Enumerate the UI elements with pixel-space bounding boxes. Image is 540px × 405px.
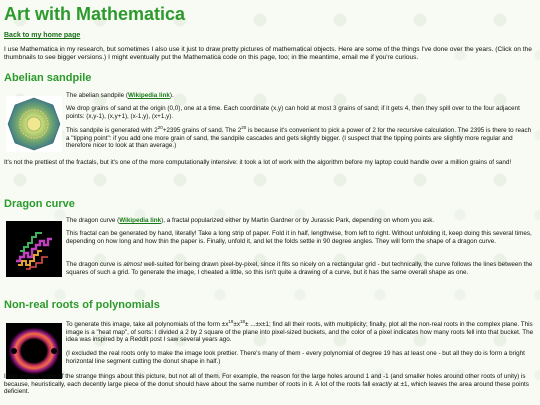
roots-paragraph-2: (I excluded the real roots only to make the image look prettier. There's many of them - every polynomial of degree 19 has at least one - but all they do is form a bright horizontal line segment cutting the donut shape in half.)	[66, 350, 525, 365]
roots-heading: Non-real roots of polynomials	[4, 299, 160, 311]
sandpile-wikipedia-link[interactable]: Wikipedia link	[127, 92, 170, 99]
dragon-paragraph-1: The dragon curve (Wikipedia link), a fractal popularized either by Martin Gardner or by Jurassic Park, depending on whom you ask.	[66, 217, 435, 224]
sandpile-paragraph-4: It's not the prettiest of the fractals, but it's one of the more computationally intensive: it took a lot of work with the algorithm before my laptop could handle over a million grains of sand!	[4, 159, 512, 166]
dragon-curve-thumbnail[interactable]	[6, 221, 62, 277]
dragon-wikipedia-link[interactable]: Wikipedia link	[119, 217, 162, 224]
roots-paragraph-1: To generate this image, take all polynomials of the form $\pm x^{19}\pm x^{18}\pm ...\pm x\pm 1$; find all their roots, with multiplicity; finally, plot all the non-real roots in the complex plane. This image is a "heat map", of sorts: I divided a 2 by 2 square of the plane into pixel-sized buckets, and the color of a pixel indicates how many roots fell into that bucket. The idea was inspired by a Reddit post I saw several years ago.	[66, 318, 534, 344]
page-title: Art with Mathematica	[4, 4, 186, 24]
sandpile-thumbnail[interactable]	[6, 96, 62, 152]
sandpile-paragraph-3: This sandpile is generated with $2^{20}+2395$ grains of sand. The $2^{20}$ is because it's convenient to pick a power of 2 for the recursive calculation. The 2395 is there to reach a "tipping point": if you add one more grain of sand, the sandpile cascades and gets slightly bigger. (I suspect that the tipping points are slightly more regular and therefore nicer to look at than average.)	[66, 124, 532, 150]
dragon-paragraph-2: This fractal can be generated by hand, literally! Take a long strip of paper. Fold it in half, lengthwise, from left to right. Without unfolding it, keep doing this several times, depending on how long and how thin the paper is. Finally, unfold it, and let the folds settle in 90 degree angles. They will form the shape of a dragon curve.	[66, 230, 532, 245]
dragon-paragraph-3: The dragon curve is almost well-suited for being drawn pixel-by-pixel, since it fits so nicely on a rectangular grid - but technically, the curve follows the lines between the squares of such a grid. To generate the image, I cheated a little, so this isn't quite a drawing of a curve, but it has the same overall shape as one.	[66, 261, 533, 276]
dragon-heading: Dragon curve	[4, 198, 75, 210]
intro-text: I use Mathematica in my research, but sometimes I also use it just to draw pretty pictures of mathematical objects. Here are some of the things I've done over the years. (Click on the thumbnails to see bigger versions.) I might eventually put the Mathematica code on this page, too; in the meantime, email me if you're curious.	[4, 46, 532, 62]
home-link[interactable]: Back to my home page	[4, 32, 81, 39]
sandpile-heading: Abelian sandpile	[4, 72, 92, 84]
sandpile-paragraph-2: We drop grains of sand at the origin (0,0), one at a time. Each coordinate (x,y) can hold at most 3 grains of sand; if it gets 4, then they spill over to the four adjacent points: (x,y-1), (x,y+1), (x-1,y), (x+1,y).	[66, 105, 520, 120]
polynomial-roots-thumbnail[interactable]	[6, 323, 62, 379]
roots-paragraph-3: I can explain some of the strange things about this picture, but not all of them. For example, the reason for the large holes around 1 and -1 (and smaller holes around other roots of unity) is because, heuristically, each decently large piece of the donut should have about the same number of roots in it. A lot of the roots fall exactly at ±1, which leaves the area around these points deficient.	[4, 373, 529, 396]
sandpile-paragraph-1: The abelian sandpile (Wikipedia link).	[66, 92, 174, 99]
